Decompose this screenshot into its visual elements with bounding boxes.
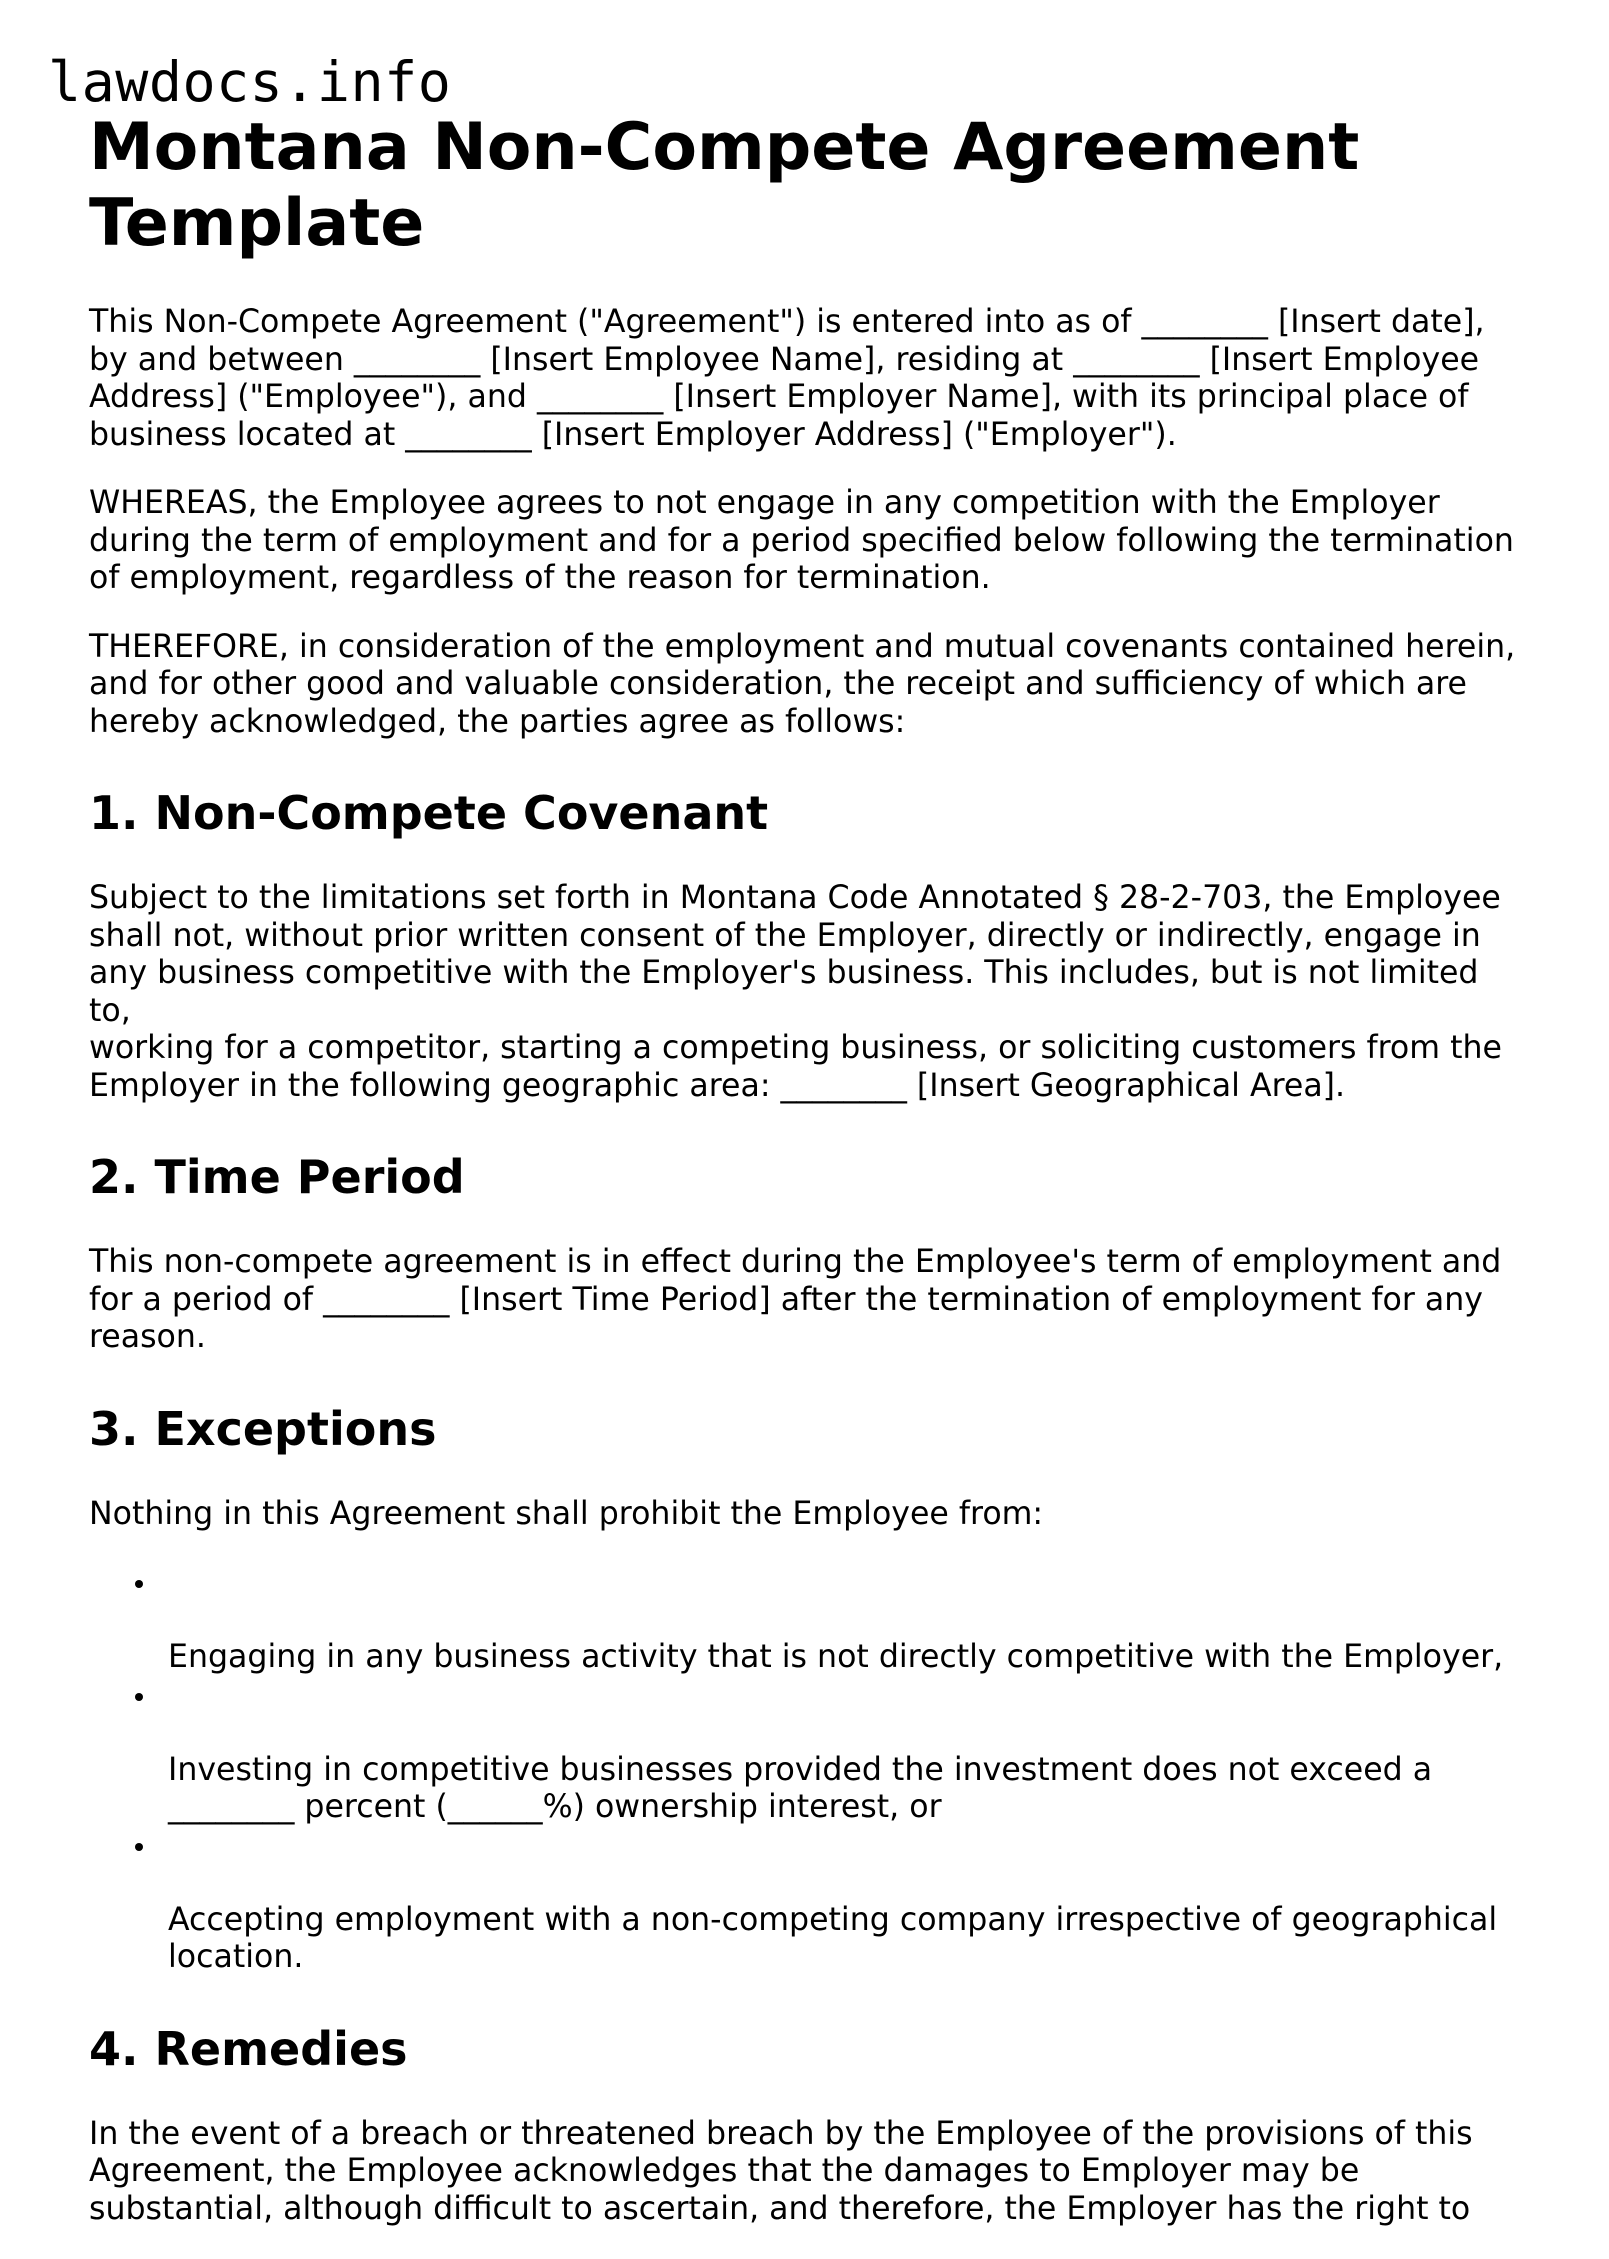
section-non-compete-covenant	[89, 787, 1529, 1105]
intro-paragraph-therefore: THEREFORE, in consideration of the employment and mutual covenants contained herein, and for other good and valuable consideration, the receipt and sufficiency of which are hereby acknowledged, the parties agree as follows:	[89, 628, 1516, 740]
section-time-period	[89, 1151, 1529, 1357]
list-item	[89, 1677, 1529, 1827]
list-item-text: Investing in competitive businesses provided the investment does not exceed a ________ percent (______%) ownership interest, or	[168, 1751, 1433, 1825]
section-body: Subject to the limitations set forth in Montana Code Annotated § 28-2-703, the Employee shall not, without prior written consent of the Employer, directly or indirectly, engage in any business competitive with the Employer's business. This includes, but is not limited to, working for a competitor, starting a competing business, or soliciting customers from the Employer in the following geographic area: ________ [Insert Geographical Area].	[89, 880, 1502, 1104]
bullet-dot-icon	[135, 1580, 143, 1588]
list-item	[89, 1564, 1529, 1677]
section-heading: 1. Non-Compete Covenant	[89, 786, 769, 840]
section-body: In the event of a breach or threatened breach by the Employee of the provisions of this Agreement, the Employee acknowledges that the damages to Employer may be substantial, although difficult to ascertain, and therefore, the Employer has the right to	[89, 2115, 1473, 2227]
bullet-dot-icon	[135, 1693, 143, 1701]
section-body: Nothing in this Agreement shall prohibit the Employee from:	[89, 1495, 1044, 1532]
document-page	[89, 110, 1529, 2259]
document-title: Montana Non-Compete Agreement Template	[89, 110, 1360, 261]
section-exceptions	[89, 1403, 1529, 1977]
list-item	[89, 1827, 1529, 1977]
site-brand: lawdocs.info	[48, 50, 452, 114]
intro-paragraph-whereas: WHEREAS, the Employee agrees to not engage in any competition with the Employer during the term of employment and for a period specified below following the termination of employment, regardless of the reason for termination.	[89, 485, 1514, 596]
list-item-text: Engaging in any business activity that is not directly competitive with the Employer,	[168, 1639, 1504, 1675]
section-heading: 2. Time Period	[89, 1150, 465, 1204]
bullet-dot-icon	[135, 1843, 143, 1851]
section-body: This non-compete agreement is in effect during the Employee's term of employment and for a period of ________ [Insert Time Period] after the termination of employment for any reason.	[89, 1244, 1502, 1355]
intro-paragraph-parties: This Non-Compete Agreement ("Agreement") is entered into as of ________ [Insert date], by and between ________ [Insert Employee Name], residing at ________ [Insert Employee Address] ("Employee"), and ________ [Insert Employer Name], with its principal place of business located at ________ [Insert Employer Address] ("Employer").	[89, 304, 1485, 453]
exceptions-list	[89, 1564, 1529, 1977]
section-heading: 3. Exceptions	[89, 1401, 437, 1456]
section-heading: 4. Remedies	[89, 2021, 408, 2076]
list-item-text: Accepting employment with a non-competing company irrespective of geographical location.	[168, 1901, 1498, 1975]
section-remedies	[89, 2023, 1529, 2229]
